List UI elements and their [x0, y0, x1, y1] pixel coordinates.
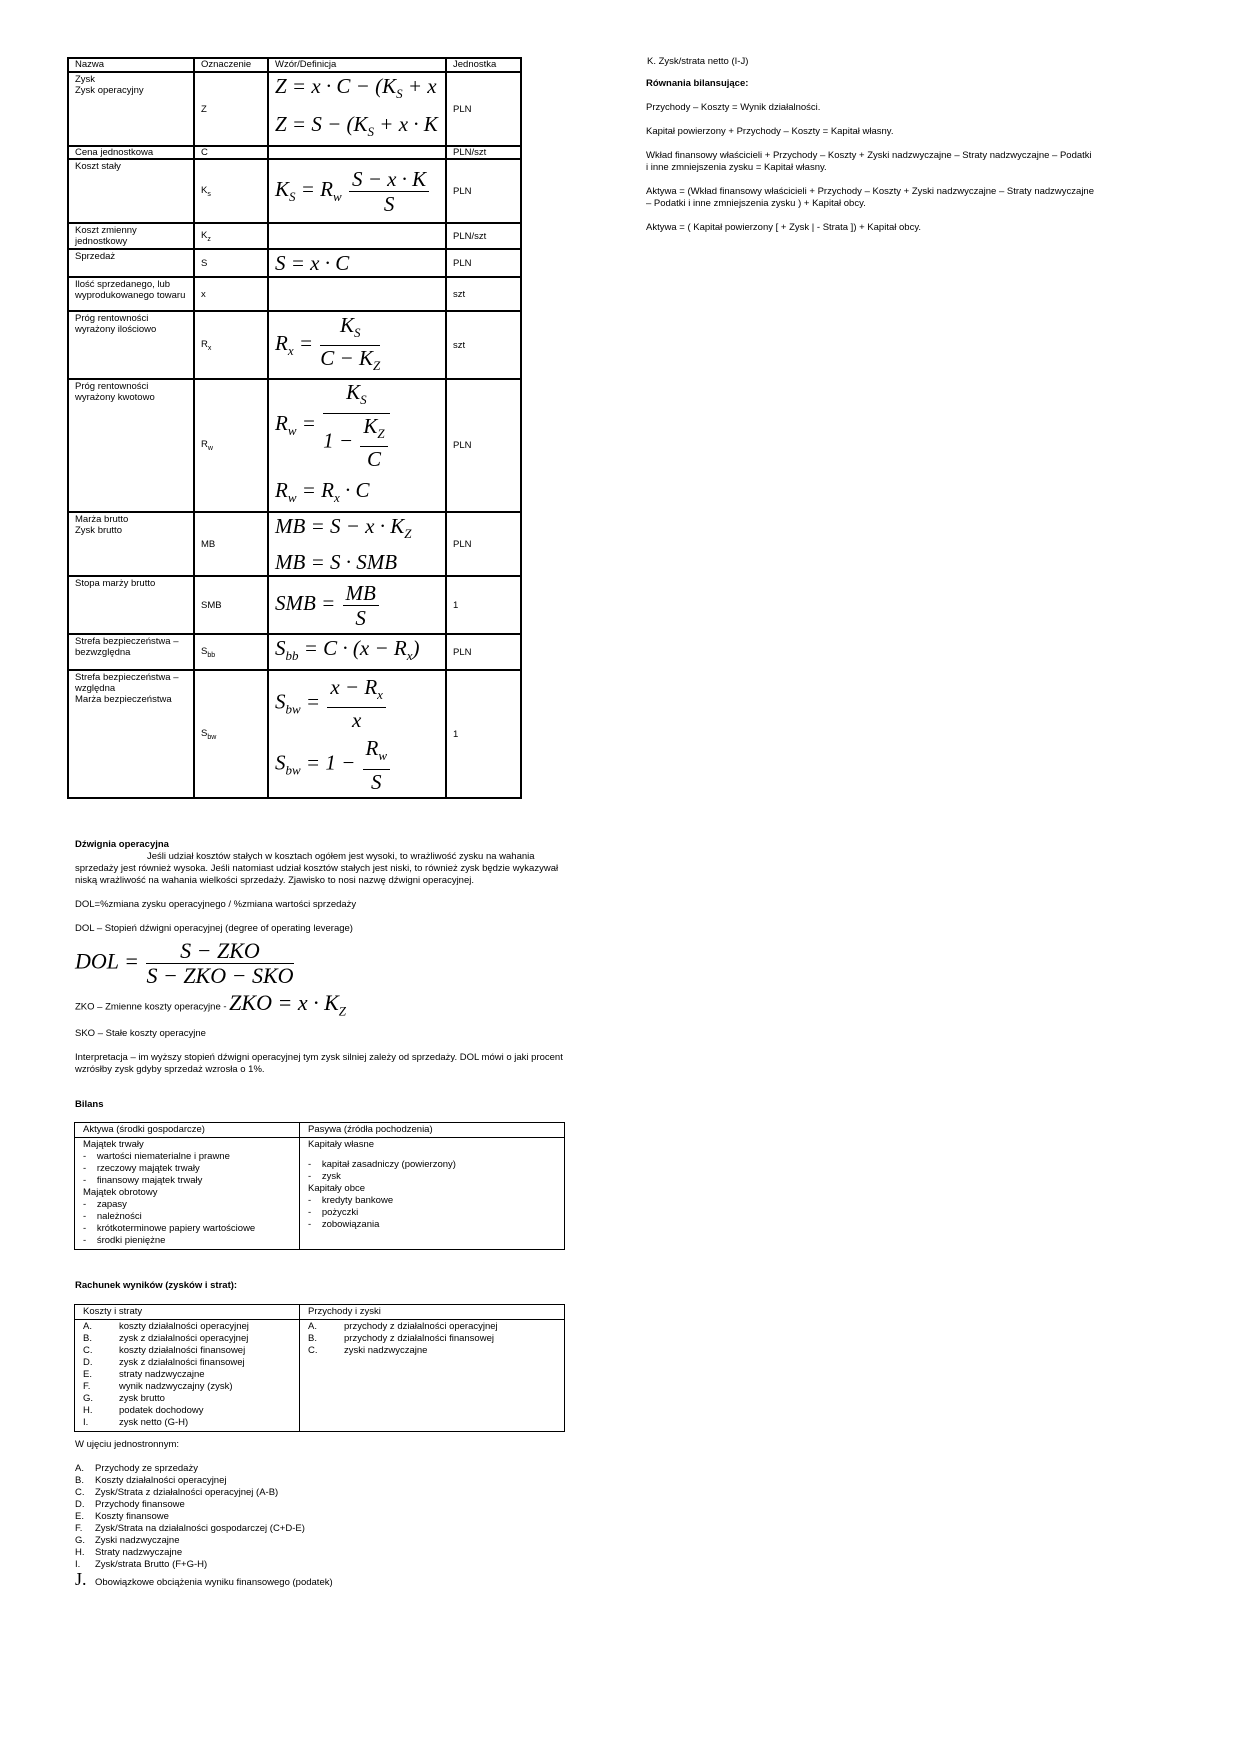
- row-formula: [268, 379, 446, 512]
- list-item: H. podatek dochodowy: [83, 1405, 204, 1416]
- row-name: Ilość sprzedanego, lub wyprodukowanego towaru: [68, 277, 194, 311]
- formula-mb-2: MB = S · SMB: [275, 550, 398, 575]
- row-name: Zysk Zysk operacyjny: [68, 72, 194, 146]
- row-unit: PLN: [446, 249, 521, 277]
- revenues-header: Przychody i zyski: [300, 1305, 565, 1320]
- dol-formula: DOL = $\frac{\text{S − ZKO}}{\text{S − ZKO − SKO}}$: [75, 938, 294, 988]
- list-item: - środki pieniężne: [83, 1235, 291, 1247]
- row-formula: [268, 159, 446, 223]
- formula-sbb: $S_{bb} = C \cdot (x - R_x)$: [275, 636, 420, 664]
- row-unit: PLN/szt: [446, 146, 521, 159]
- leverage-section: [75, 839, 570, 1076]
- table-row: [68, 634, 521, 670]
- liabilities-header: Pasywa (źródła pochodzenia): [300, 1123, 565, 1138]
- list-item: - rzeczowy majątek trwały: [83, 1163, 291, 1175]
- list: [308, 1159, 556, 1183]
- row-formula: [268, 512, 446, 576]
- list-item: F. Zysk/Strata na działalności gospodarczej (C+D-E): [75, 1523, 305, 1534]
- list-item: - pożyczki: [308, 1207, 556, 1219]
- list-item: - kapitał zasadniczy (powierzony): [308, 1159, 556, 1171]
- formula-smb: SMB = $\frac{MB}{S}$: [275, 591, 381, 615]
- header-formula: Wzór/Definicja: [268, 58, 446, 72]
- list: [83, 1151, 291, 1187]
- row-formula: [268, 146, 446, 159]
- single-step-section: [75, 1439, 555, 1589]
- formula-sbw-2: $S_{bw} = 1$ − $\frac{R_w}{S}$: [275, 736, 439, 793]
- row-unit: PLN: [446, 159, 521, 223]
- list-item: B. zysk z działalności operacyjnej: [83, 1333, 249, 1344]
- equation: Przychody – Koszty = Wynik działalności.: [646, 102, 821, 113]
- row-name: Koszt zmienny jednostkowy: [68, 223, 194, 249]
- list-item: I. zysk netto (G-H): [83, 1417, 189, 1428]
- formula-z-1: $Z = x \cdot C - (K_S + x$: [275, 74, 437, 102]
- row-formula: [268, 72, 446, 146]
- row-unit: PLN/szt: [446, 223, 521, 249]
- row-symbol: $K_z$: [194, 223, 268, 249]
- sko-text: SKO – Stałe koszty operacyjne: [75, 1028, 206, 1040]
- k-line: K. Zysk/strata netto (I-J): [647, 56, 749, 67]
- list-item: A. przychody z działalności operacyjnej: [308, 1321, 498, 1332]
- row-name: Marża brutto Zysk brutto: [68, 512, 194, 576]
- row-symbol: $S_{bw}$: [194, 670, 268, 798]
- row-unit: PLN: [446, 512, 521, 576]
- table-row: [68, 249, 521, 277]
- formula-z-2: $Z = S - (K_S + x \cdot K$: [275, 112, 438, 140]
- formula-sbw-1: $S_{bw}$ = $\frac{x - R_x}{x}$: [275, 675, 439, 732]
- group-title: Kapitały obce: [308, 1183, 366, 1194]
- list-item: B. przychody z działalności finansowej: [308, 1333, 494, 1344]
- list-item: G. Zyski nadzwyczajne: [75, 1535, 180, 1546]
- list-item: - należności: [83, 1211, 291, 1223]
- formula-mb-1: MB = $S - x \cdot K_Z$: [275, 513, 412, 542]
- list-item: - zobowiązania: [308, 1219, 556, 1231]
- zko-text: ZKO – Zmienne koszty operacyjne -: [75, 1001, 230, 1013]
- formula-table-header: [68, 58, 521, 72]
- row-symbol: $R_x$: [194, 311, 268, 379]
- list-item: - zapasy: [83, 1199, 291, 1211]
- row-name: Próg rentowności wyrażony kwotowo: [68, 379, 194, 512]
- single-step-heading: W ujęciu jednostronnym:: [75, 1439, 180, 1450]
- group-title: Majątek trwały: [83, 1139, 144, 1150]
- formula-rw-2: $R_w = R_x \cdot C$: [275, 477, 370, 505]
- leverage-heading: Dźwignia operacyjna: [75, 839, 169, 850]
- header-unit: Jednostka: [446, 58, 521, 72]
- row-name: Strefa bezpieczeństwa – względna Marża bezpieczeństwa: [68, 670, 194, 798]
- row-symbol: x: [194, 277, 268, 311]
- assets-cell: [75, 1138, 300, 1250]
- list-item: C. zyski nadzwyczajne: [308, 1345, 428, 1356]
- list-item: - wartości niematerialne i prawne: [83, 1151, 291, 1163]
- list-item: E. straty nadzwyczajne: [83, 1369, 205, 1380]
- balance-table: [74, 1122, 565, 1250]
- zko-formula: ZKO = $x \cdot K_Z$: [229, 990, 346, 1019]
- table-row: [68, 277, 521, 311]
- list: [308, 1195, 556, 1231]
- group-title: Kapitały własne: [308, 1139, 375, 1150]
- row-symbol: $S_{bb}$: [194, 634, 268, 670]
- group-title: Majątek obrotowy: [83, 1187, 158, 1198]
- row-name: Cena jednostkowa: [68, 146, 194, 159]
- list-item: G. zysk brutto: [83, 1393, 165, 1404]
- formula-rx: $R_x$ = $\frac{K_S}{C - K_Z}$: [275, 312, 381, 374]
- dol-definition: DOL=%zmiana zysku operacyjnego / %zmiana wartości sprzedaży: [75, 899, 357, 910]
- table-row: [68, 159, 521, 223]
- revenues-cell: [300, 1320, 565, 1432]
- formula-ks: $K_S = R_w$ $\frac{S - x \cdot K}{S}$: [275, 177, 431, 201]
- table-row: [68, 72, 521, 146]
- list-item: F. wynik nadzwyczajny (zysk): [83, 1381, 233, 1392]
- row-symbol: $K_s$: [194, 159, 268, 223]
- row-unit: PLN: [446, 634, 521, 670]
- equation: Kapitał powierzony + Przychody – Koszty = Kapitał własny.: [646, 126, 894, 137]
- row-unit: 1: [446, 576, 521, 634]
- balance-heading: Bilans: [75, 1099, 104, 1110]
- interpretation: Interpretacja – im wyższy stopień dźwigni operacyjnej tym zysk silniej zależy od sprzedaży. DOL mówi o jaki procent wzrósłby zysk gdyby sprzedaż wzrosła o 1%.: [75, 1052, 563, 1076]
- list-item: - kredyty bankowe: [308, 1195, 556, 1207]
- header-symbol: Oznaczenie: [194, 58, 268, 72]
- row-symbol: S: [194, 249, 268, 277]
- single-step-list: [75, 1463, 555, 1589]
- list-item: H. Straty nadzwyczajne: [75, 1547, 183, 1558]
- costs-header: Koszty i straty: [75, 1305, 300, 1320]
- row-unit: PLN: [446, 72, 521, 146]
- row-unit: szt: [446, 277, 521, 311]
- table-row: [68, 311, 521, 379]
- row-formula: [268, 249, 446, 277]
- row-symbol: SMB: [194, 576, 268, 634]
- row-formula: [268, 670, 446, 798]
- equation: Aktywa = (Wkład finansowy właścicieli + Przychody – Koszty + Zyski nadzwyczajne – Straty nadzwyczajne – Podatki i inne zmniejszenia zysku ) + Kapitał obcy.: [646, 186, 1094, 209]
- list-item: - krótkoterminowe papiery wartościowe: [83, 1223, 291, 1235]
- row-name: Koszt stały: [68, 159, 194, 223]
- right-column: [646, 56, 1096, 234]
- dol-name: DOL – Stopień dźwigni operacyjnej (degree of operating leverage): [75, 923, 353, 934]
- list-item: C. koszty działalności finansowej: [83, 1345, 246, 1356]
- list-item: - zysk: [308, 1171, 556, 1183]
- list-item: I. Zysk/strata Brutto (F+G-H): [75, 1559, 208, 1570]
- row-formula: [268, 311, 446, 379]
- table-row: [68, 576, 521, 634]
- row-name: Stopa marży brutto: [68, 576, 194, 634]
- costs-cell: [75, 1320, 300, 1432]
- row-formula: [268, 223, 446, 249]
- income-table: [74, 1304, 565, 1432]
- table-row: [68, 146, 521, 159]
- row-name: Strefa bezpieczeństwa – bezwzględna: [68, 634, 194, 670]
- row-name: Próg rentowności wyrażony ilościowo: [68, 311, 194, 379]
- header-name: Nazwa: [68, 58, 194, 72]
- list-item: C. Zysk/Strata z działalności operacyjnej (A-B): [75, 1487, 279, 1498]
- income-heading: Rachunek wyników (zysków i strat):: [75, 1280, 238, 1291]
- formula-table: [67, 57, 522, 799]
- row-unit: 1: [446, 670, 521, 798]
- row-unit: PLN: [446, 379, 521, 512]
- leverage-paragraph: Jeśli udział kosztów stałych w kosztach ogółem jest wysoki, to wrażliwość zysku na wahania sprzedaży jest również wysoka. Jeśli natomiast udział kosztów stałych jest niski, to również zysk będzie wykazywał niską wrażliwość na wahania wielkości sprzedaży. Zjawisko to nosi nazwę dźwigni operacyjnej.: [75, 851, 559, 886]
- equation: Wkład finansowy właścicieli + Przychody – Koszty + Zyski nadzwyczajne – Straty nadzwyczajne – Podatki i inne zmniejszenia zysku = Kapitał własny.: [646, 150, 1092, 173]
- equation: Aktywa = ( Kapitał powierzony [ + Zysk | - Strata ]) + Kapitał obcy.: [646, 222, 921, 233]
- list-item: D. zysk z działalności finansowej: [83, 1357, 245, 1368]
- liabilities-cell: [300, 1138, 565, 1250]
- zko-line: [75, 990, 570, 1024]
- formula-s: S = x · C: [275, 251, 350, 276]
- row-formula: [268, 634, 446, 670]
- balance-equations-heading: Równania bilansujące:: [646, 78, 749, 89]
- table-row: [68, 670, 521, 798]
- list-item: A. Przychody ze sprzedaży: [75, 1463, 198, 1474]
- list-item: J. Obowiązkowe obciążenia wyniku finansowego (podatek): [75, 1569, 333, 1589]
- row-unit: szt: [446, 311, 521, 379]
- assets-header: Aktywa (środki gospodarcze): [75, 1123, 300, 1138]
- table-row: [68, 379, 521, 512]
- list-item: - finansowy majątek trwały: [83, 1175, 291, 1187]
- row-symbol: C: [194, 146, 268, 159]
- formula-rw-1: $R_w$ = $K_S$ 1 − $\frac{K_Z}{C}$: [275, 380, 439, 470]
- list-item: B. Koszty działalności operacyjnej: [75, 1475, 227, 1486]
- list-item: D. Przychody finansowe: [75, 1499, 185, 1510]
- table-row: [68, 512, 521, 576]
- row-name: Sprzedaż: [68, 249, 194, 277]
- list: [83, 1199, 291, 1247]
- row-symbol: $R_w$: [194, 379, 268, 512]
- row-symbol: Z: [194, 72, 268, 146]
- list-item: E. Koszty finansowe: [75, 1511, 169, 1522]
- row-formula: [268, 277, 446, 311]
- list-item: A. koszty działalności operacyjnej: [83, 1321, 249, 1332]
- table-row: [68, 223, 521, 249]
- row-symbol: MB: [194, 512, 268, 576]
- row-formula: [268, 576, 446, 634]
